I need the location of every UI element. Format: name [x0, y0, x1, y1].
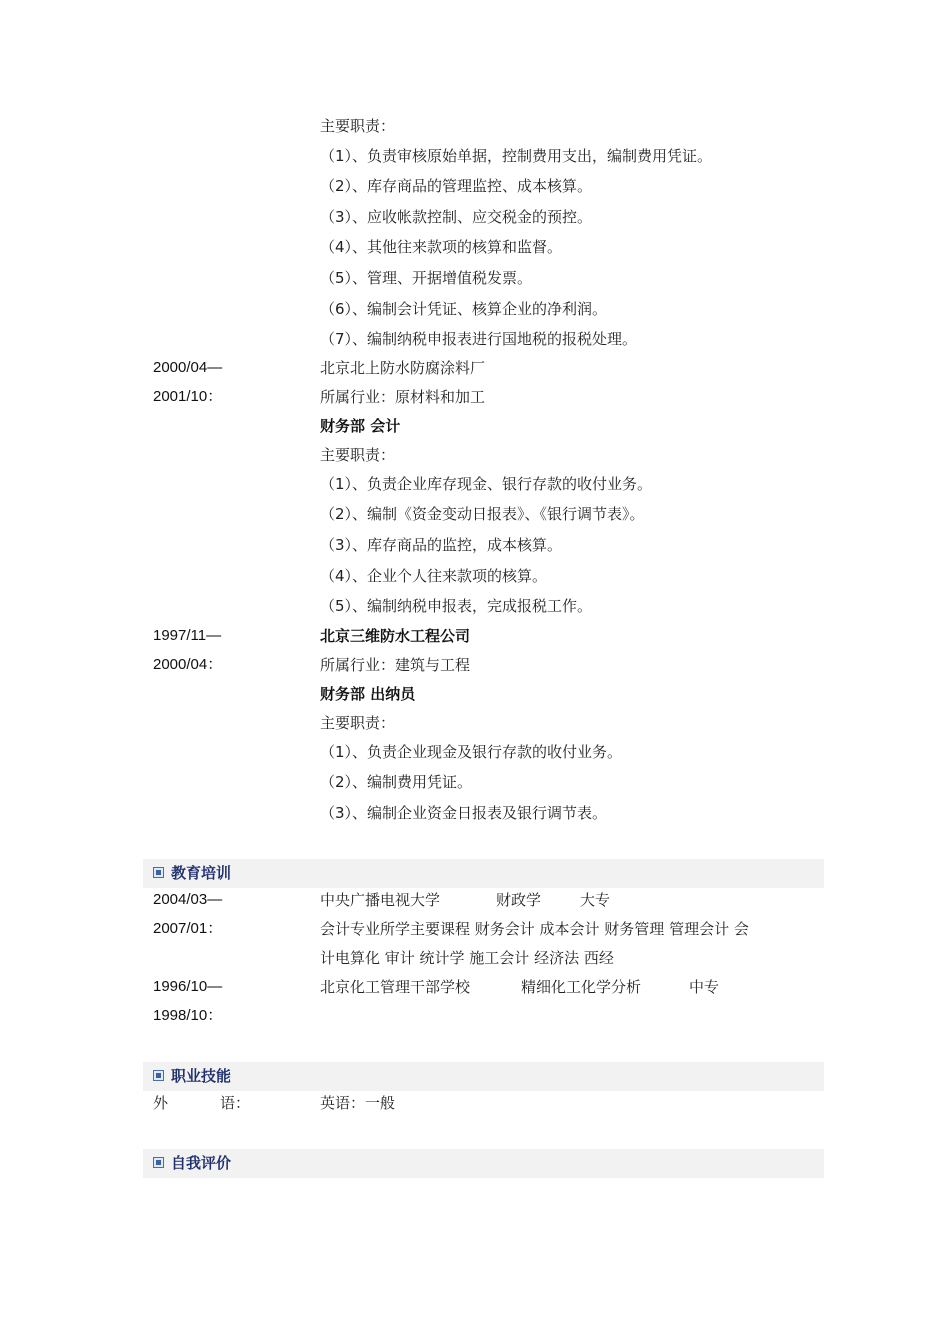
edu-school: 北京化工管理干部学校 — [320, 978, 471, 996]
duty-text: （1）、负责企业现金及银行存款的收付业务。 — [320, 743, 623, 761]
section-bullet-icon — [153, 1157, 164, 1168]
duties-label-row — [143, 111, 824, 141]
duty-item — [143, 141, 824, 171]
section-header-skills — [143, 1062, 824, 1091]
duty-item — [143, 171, 824, 201]
duty-text: （2）、编制费用凭证。 — [320, 773, 473, 791]
edu-courses: 计电算化 审计 统计学 施工会计 经济法 西经 — [320, 949, 614, 967]
duties-label: 主要职责： — [320, 117, 396, 135]
job-row — [143, 650, 824, 680]
duty-text: （1）、负责审核原始单据，控制费用支出，编制费用凭证。 — [320, 147, 713, 165]
section-bullet-icon — [153, 1070, 164, 1081]
duty-item — [143, 469, 824, 499]
edu-major: 精细化工化学分析 — [521, 978, 642, 996]
language-label-a: 外 — [153, 1094, 169, 1112]
section-title: 教育培训 — [171, 864, 232, 882]
job-row — [143, 411, 824, 441]
duty-text: （3）、库存商品的监控，成本核算。 — [320, 536, 563, 554]
duty-item — [143, 499, 824, 529]
education-row — [143, 1001, 824, 1031]
section-title: 自我评价 — [171, 1154, 232, 1172]
job-date-end: 2000/04： — [153, 656, 223, 673]
duty-item — [143, 737, 824, 767]
job-row — [143, 440, 824, 470]
edu-school: 中央广播电视大学 — [320, 891, 441, 909]
section-header-self-eval — [143, 1149, 824, 1178]
edu-date-end: 2007/01： — [153, 920, 223, 937]
duty-text: （4）、其他往来款项的核算和监督。 — [320, 238, 563, 256]
education-row — [143, 972, 824, 1002]
edu-degree: 大专 — [580, 891, 611, 909]
edu-date-end: 1998/10： — [153, 1007, 223, 1024]
job-industry: 所属行业：原材料和加工 — [320, 388, 486, 406]
duties-label: 主要职责： — [320, 714, 396, 732]
edu-major: 财政学 — [496, 891, 542, 909]
edu-date-start: 2004/03— — [153, 891, 223, 908]
duty-text: （2）、库存商品的管理监控、成本核算。 — [320, 177, 593, 195]
job-row — [143, 382, 824, 412]
duty-item — [143, 202, 824, 232]
education-row — [143, 914, 824, 944]
duties-label: 主要职责： — [320, 446, 396, 464]
duty-item — [143, 263, 824, 293]
duty-text: （2）、编制《资金变动日报表》、《银行调节表》。 — [320, 505, 645, 523]
duty-text: （6）、编制会计凭证、核算企业的净利润。 — [320, 300, 608, 318]
job-row — [143, 679, 824, 709]
duty-item — [143, 530, 824, 560]
job-date-start: 2000/04— — [153, 359, 223, 376]
duty-text: （5）、管理、开据增值税发票。 — [320, 269, 533, 287]
skills-row — [143, 1088, 824, 1118]
duty-item — [143, 561, 824, 591]
duty-text: （7）、编制纳税申报表进行国地税的报税处理。 — [320, 330, 638, 348]
edu-degree: 中专 — [689, 978, 720, 996]
job-position: 财务部 会计 — [320, 417, 401, 435]
section-title: 职业技能 — [171, 1067, 232, 1085]
duty-item — [143, 232, 824, 262]
education-row — [143, 885, 824, 915]
duty-text: （3）、应收帐款控制、应交税金的预控。 — [320, 208, 593, 226]
language-label-b: 语： — [220, 1094, 251, 1112]
duty-item — [143, 591, 824, 621]
job-date-start: 1997/11— — [153, 627, 222, 644]
edu-courses: 会计专业所学主要课程 财务会计 成本会计 财务管理 管理会计 会 — [320, 920, 749, 938]
job-date-end: 2001/10： — [153, 388, 223, 405]
duty-text: （1）、负责企业库存现金、银行存款的收付业务。 — [320, 475, 653, 493]
duty-text: （5）、编制纳税申报表，完成报税工作。 — [320, 597, 593, 615]
job-industry: 所属行业：建筑与工程 — [320, 656, 471, 674]
job-position: 财务部 出纳员 — [320, 685, 416, 703]
job-company: 北京三维防水工程公司 — [320, 627, 471, 645]
job-row — [143, 708, 824, 738]
duty-item — [143, 767, 824, 797]
job-row — [143, 621, 824, 651]
language-value: 英语：一般 — [320, 1094, 396, 1112]
section-header-education — [143, 859, 824, 888]
section-bullet-icon — [153, 867, 164, 878]
job-company: 北京北上防水防腐涂料厂 — [320, 359, 486, 377]
duty-text: （3）、编制企业资金日报表及银行调节表。 — [320, 804, 608, 822]
duty-item — [143, 798, 824, 828]
duty-item — [143, 324, 824, 354]
education-row — [143, 943, 824, 973]
duty-text: （4）、企业个人往来款项的核算。 — [320, 567, 548, 585]
job-row — [143, 353, 824, 383]
edu-date-start: 1996/10— — [153, 978, 223, 995]
duty-item — [143, 294, 824, 324]
